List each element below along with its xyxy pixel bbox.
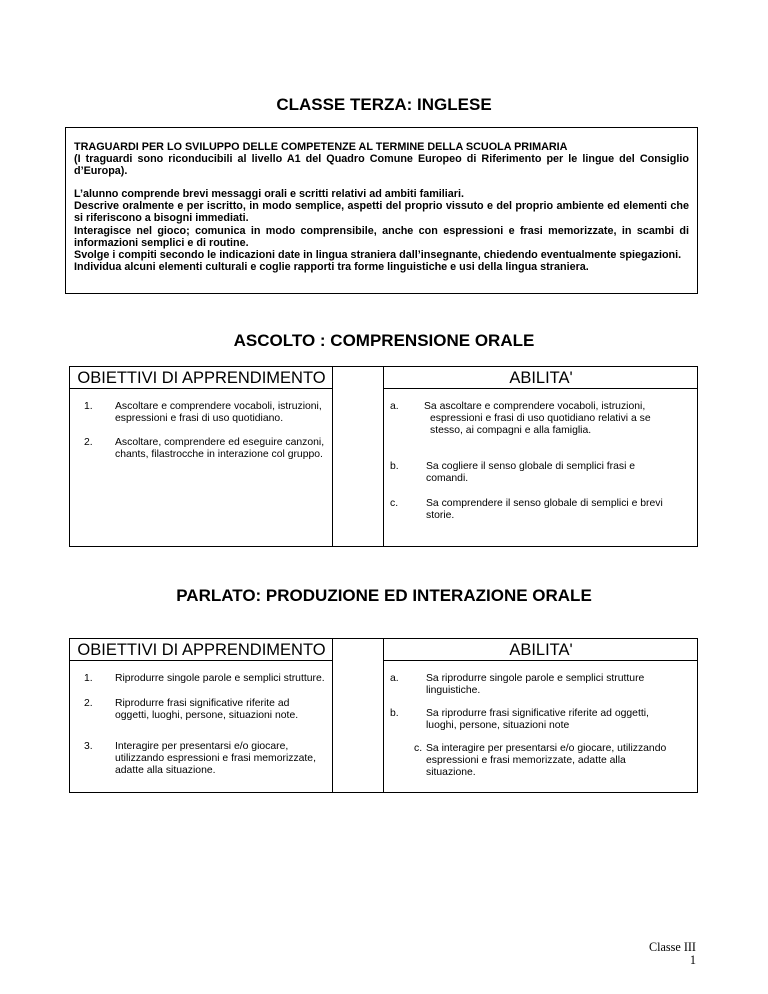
col-header-obiettivi: OBIETTIVI DI APPRENDIMENTO [70, 639, 333, 661]
col-header-abilita: ABILITA' [384, 639, 698, 661]
column-divider [383, 639, 384, 792]
col-header-abilita: ABILITA' [384, 367, 698, 389]
traguardi-line: Individua alcuni elementi culturali e coglie rapporti tra forme linguistiche e usi della lingua straniera. [74, 260, 589, 273]
col-header-obiettivi: OBIETTIVI DI APPRENDIMENTO [70, 367, 333, 389]
page-footer [649, 941, 696, 967]
page-title: CLASSE TERZA: INGLESE [276, 95, 492, 114]
traguardi-line: Svolge i compiti secondo le indicazioni date in lingua straniera dall’insegnante, chiedendo eventualmente spiegazioni. [74, 248, 682, 261]
column-divider [383, 367, 384, 546]
traguardi-line: L’alunno comprende brevi messaggi orali e scritti relativi ad ambiti familiari. [74, 188, 465, 201]
section-heading-ascolto: ASCOLTO : COMPRENSIONE ORALE [233, 331, 535, 350]
traguardi-line: Descrive oralmente e per iscritto, in modo semplice, aspetti del proprio vissuto e del proprio ambiente ed elementi che si riferiscono a bisogni immediati. [74, 200, 689, 225]
column-divider [332, 367, 333, 546]
column-divider [332, 639, 333, 792]
parlato-table: OBIETTIVI DI APPRENDIMENTO ABILITA' 1. Riprodurre singole parole e semplici strutture. 2. Riprodurre frasi significative riferite ad oggetti, luoghi, persone, situazioni note. 3. Interagire per presentarsi e/o giocare, utilizzando espressioni e frasi memorizzate, adatte alla situazione. a. Sa riprodurre singole parole e semplici strutture linguistiche. b. Sa riprodurre frasi significative riferite ad oggetti, luoghi, persone, situazioni note c. Sa interagire per presentarsi e/o giocare, utilizzando espressioni e frasi memorizzate, adatte alla situazione. [69, 638, 698, 793]
ascolto-table: OBIETTIVI DI APPRENDIMENTO ABILITA' 1. Ascoltare e comprendere vocaboli, istruzioni, espressioni e frasi di uso quotidiano. 2. Ascoltare, comprendere ed eseguire canzoni, chants, filastrocche in interazione col gruppo. a. Sa ascoltare e comprendere vocaboli, istruzioni, espressioni e frasi di uso quotidiano relativi a se stesso, ai compagni e alla famiglia. b. Sa cogliere il senso globale di semplici frasi e comandi. c. Sa comprendere il senso globale di semplici e brevi storie. [69, 366, 698, 547]
traguardi-line: Interagisce nel gioco; comunica in modo comprensibile, anche con espressioni e frasi memorizzate, in scambi di informazioni semplici e di routine. [74, 224, 689, 249]
page-number: 1 [689, 953, 696, 967]
section-heading-parlato: PARLATO: PRODUZIONE ED INTERAZIONE ORALE [176, 586, 592, 605]
traguardi-heading: TRAGUARDI PER LO SVILUPPO DELLE COMPETENZE AL TERMINE DELLA SCUOLA PRIMARIA [74, 141, 568, 153]
footer-classe: Classe III [648, 940, 696, 954]
traguardi-note: (I traguardi sono riconducibili al livello A1 del Quadro Comune Europeo di Riferimento per le lingue del Consiglio d’Europa). [74, 153, 689, 178]
traguardi-box [65, 127, 698, 294]
